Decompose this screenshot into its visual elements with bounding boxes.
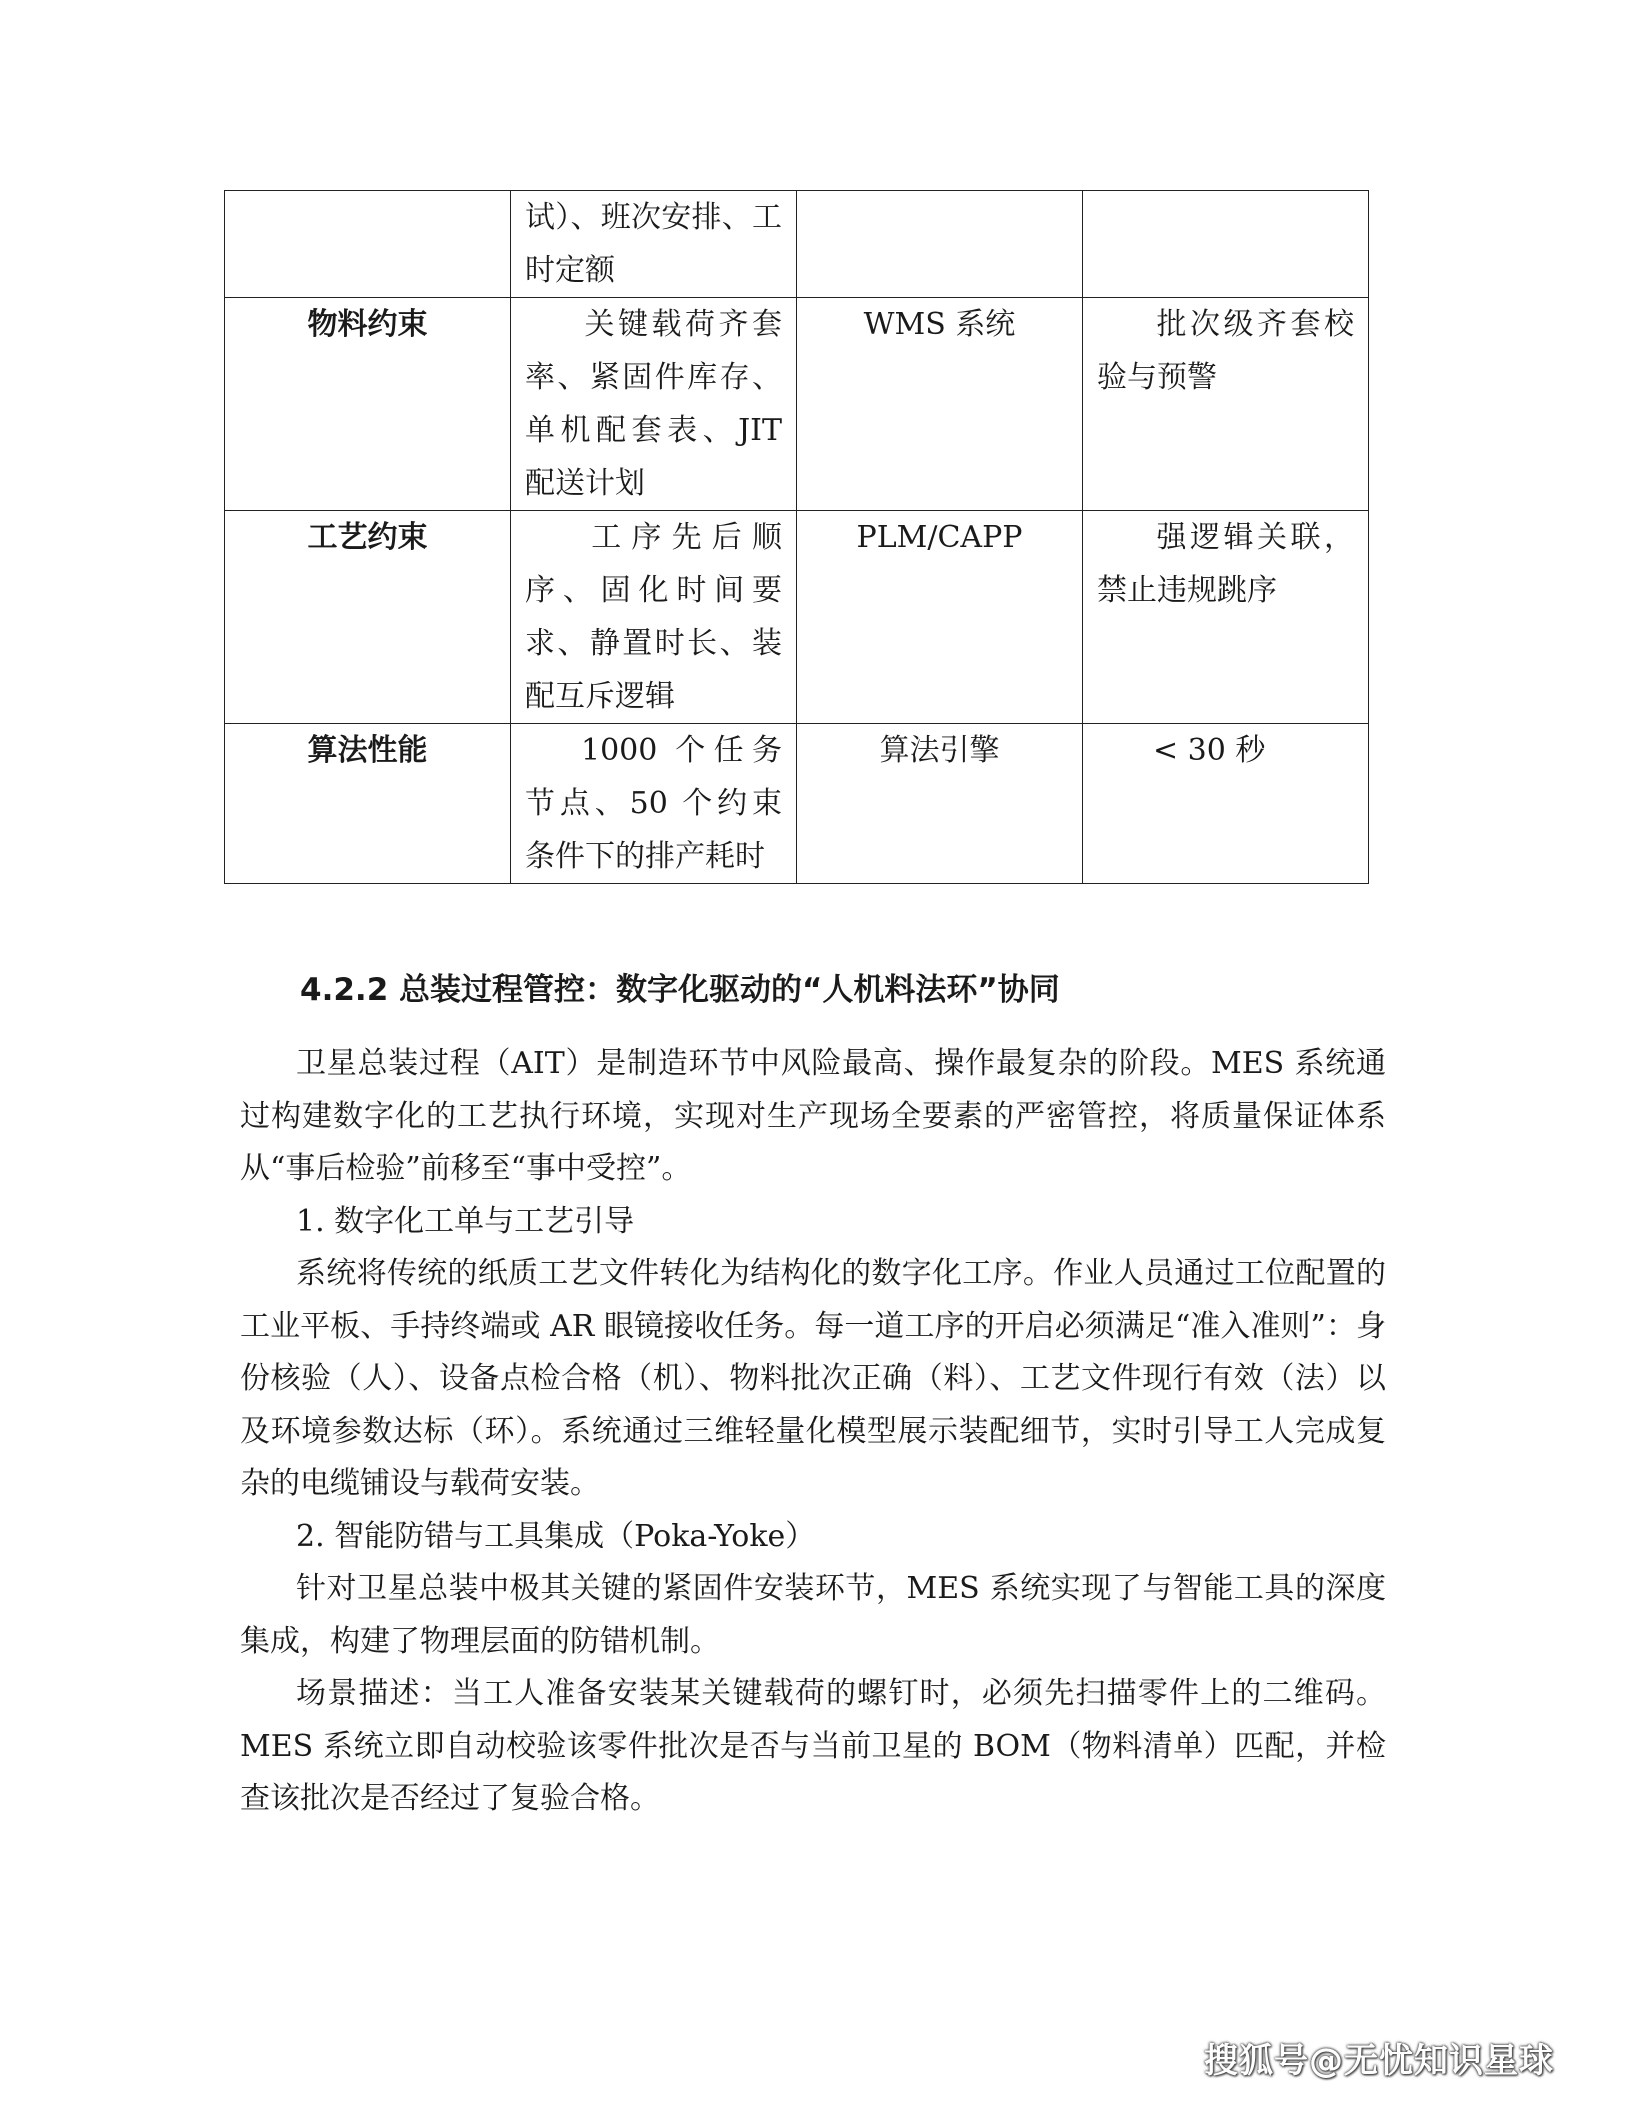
- row-result-text: 批次级齐套校验与预警: [1097, 307, 1354, 395]
- paragraph: 场景描述：当工人准备安装某关键载荷的螺钉时，必须先扫描零件上的二维码。MES 系统立即自动校验该零件批次是否与当前卫星的 BOM（物料清单）匹配，并检查该批次是否经过了复验合格。: [240, 1676, 1386, 1816]
- row-label: 工艺约束: [225, 511, 511, 724]
- table-row: [225, 191, 1369, 298]
- row-label: 物料约束: [225, 298, 511, 511]
- table-row: [225, 724, 1369, 884]
- row-result: [1083, 191, 1369, 298]
- row-result: [1083, 298, 1369, 511]
- row-description: [511, 298, 797, 511]
- row-result-text: < 30 秒: [1153, 733, 1266, 768]
- constraints-table: [224, 190, 1369, 884]
- watermark: 搜狐号@无忧知识星球: [1204, 2041, 1554, 2081]
- table-row: [225, 511, 1369, 724]
- list-item-heading: 2. 智能防错与工具集成（Poka-Yoke）: [296, 1518, 816, 1554]
- row-result-text: 强逻辑关联，禁止违规跳序: [1097, 520, 1354, 608]
- row-result: [1083, 511, 1369, 724]
- row-system: 算法引擎: [797, 724, 1083, 884]
- row-description: [511, 724, 797, 884]
- row-system: PLM/CAPP: [797, 511, 1083, 724]
- paragraph: 针对卫星总装中极其关键的紧固件安装环节，MES 系统实现了与智能工具的深度集成，构建了物理层面的防错机制。: [240, 1571, 1386, 1659]
- section-body: [240, 1038, 1386, 1826]
- row-label: 算法性能: [225, 724, 511, 884]
- row-description-text: 工序先后顺序、固化时间要求、静置时长、装配互斥逻辑: [525, 520, 782, 714]
- row-description-text: 1000 个任务节点、50 个约束条件下的排产耗时: [525, 733, 782, 874]
- row-system: WMS 系统: [797, 298, 1083, 511]
- row-description-text: 关键载荷齐套率、紧固件库存、单机配套表、JIT 配送计划: [525, 307, 782, 501]
- row-system: [797, 191, 1083, 298]
- paragraph: 系统将传统的纸质工艺文件转化为结构化的数字化工序。作业人员通过工位配置的工业平板、手持终端或 AR 眼镜接收任务。每一道工序的开启必须满足“准入准则”：身份核验（人）、设备点检合格（机）、物料批次正确（料）、工艺文件现行有效（法）以及环境参数达标（环）。系统通过三维轻量化模型展示装配细节，实时引导工人完成复杂的电缆铺设与载荷安装。: [240, 1256, 1386, 1501]
- paragraph: 卫星总装过程（AIT）是制造环节中风险最高、操作最复杂的阶段。MES 系统通过构建数字化的工艺执行环境，实现对生产现场全要素的严密管控，将质量保证体系从“事后检验”前移至“事中受控”。: [240, 1046, 1386, 1186]
- row-label: [225, 191, 511, 298]
- section-heading: 4.2.2 总装过程管控：数字化驱动的“人机料法环”协同: [300, 972, 1060, 1008]
- row-description: 试）、班次安排、工时定额: [511, 191, 797, 298]
- row-description: [511, 511, 797, 724]
- table-row: [225, 298, 1369, 511]
- list-item-heading: 1. 数字化工单与工艺引导: [296, 1203, 635, 1239]
- row-result: [1083, 724, 1369, 884]
